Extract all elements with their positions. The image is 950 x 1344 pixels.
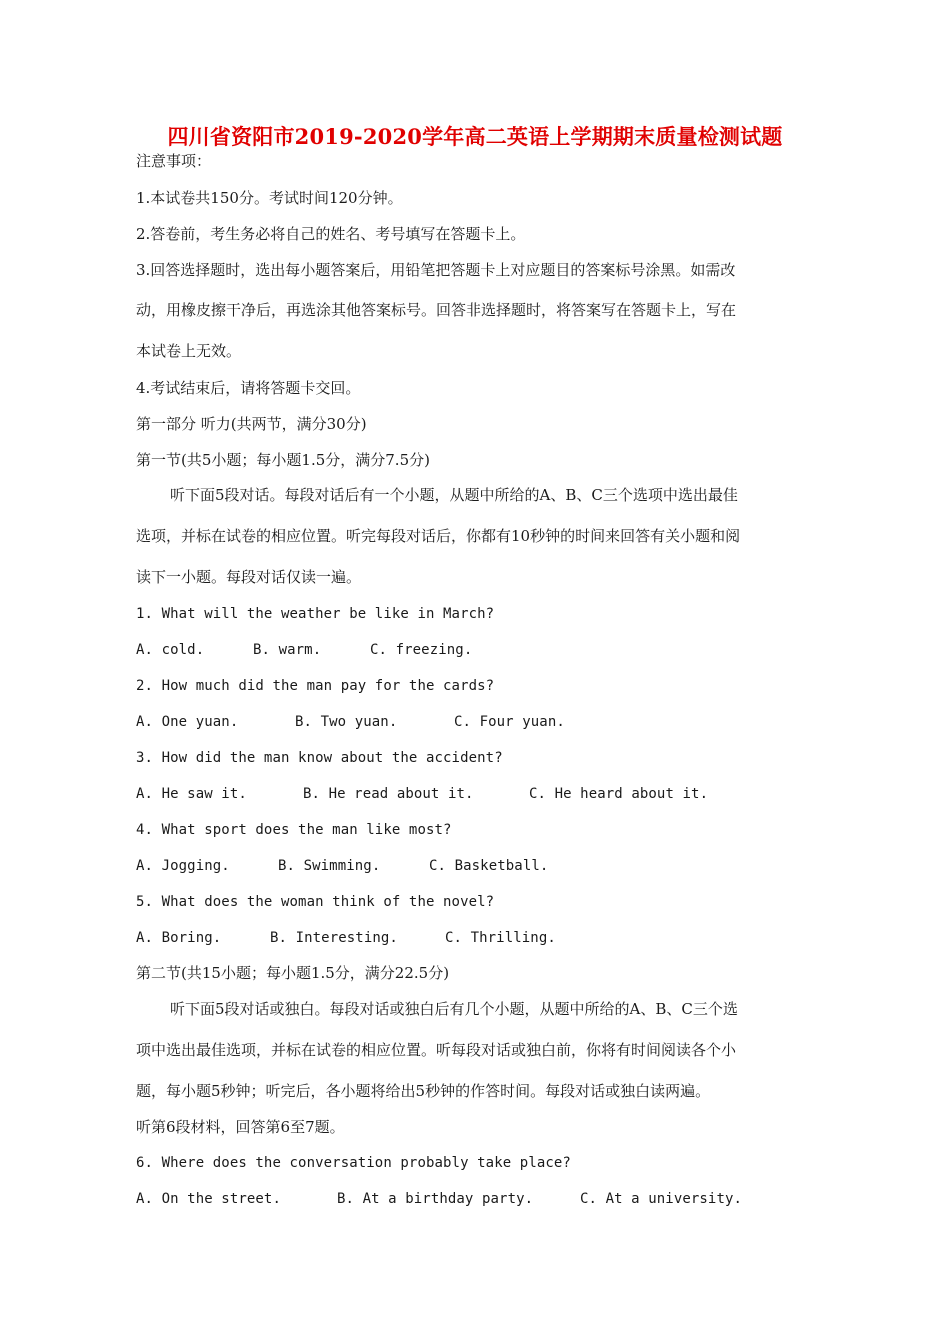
- option-a: A. Jogging.: [136, 858, 230, 874]
- notice-item: 2.答卷前，考生务必将自己的姓名、考号填写在答题卡上。: [136, 225, 526, 243]
- answer-options: [136, 710, 816, 734]
- option-b: B. warm.: [253, 642, 322, 658]
- option-c: C. Thrilling.: [445, 930, 556, 946]
- exam-title: 四川省资阳市2019-2020学年高二英语上学期期末质量检测试题: [167, 124, 783, 149]
- option-a: A. On the street.: [136, 1191, 281, 1207]
- option-b: B. He read about it.: [303, 786, 474, 802]
- question-text: 5. What does the woman think of the novel?: [136, 894, 495, 910]
- section-instructions: 选项，并标在试卷的相应位置。听完每段对话后，你都有10秒钟的时间来回答有关小题和阅: [136, 527, 741, 545]
- option-b: B. Two yuan.: [295, 714, 398, 730]
- notice-item: 4.考试结束后，请将答题卡交回。: [136, 379, 361, 397]
- answer-options: [136, 926, 816, 950]
- notice-item: 本试卷上无效。: [136, 342, 242, 360]
- question-text: 6. Where does the conversation probably take place?: [136, 1155, 571, 1171]
- section-instructions: 题，每小题5秒钟；听完后，各小题将给出5秒钟的作答时间。每段对话或独白读两遍。: [136, 1082, 711, 1100]
- answer-options: [136, 854, 816, 878]
- answer-options: [136, 1187, 816, 1211]
- question-text: 4. What sport does the man like most?: [136, 822, 452, 838]
- option-a: A. Boring.: [136, 930, 222, 946]
- section-heading: 第一节(共5小题；每小题1.5分，满分7.5分): [136, 451, 430, 469]
- section-instructions: 项中选出最佳选项，并标在试卷的相应位置。听每段对话或独白前，你将有时间阅读各个小: [136, 1041, 737, 1059]
- notice-heading: 注意事项：: [136, 152, 212, 170]
- section-instructions: 读下一小题。每段对话仅读一遍。: [136, 568, 362, 586]
- option-a: A. One yuan.: [136, 714, 239, 730]
- notice-item: 1.本试卷共150分。考试时间120分钟。: [136, 189, 403, 207]
- option-b: B. At a birthday party.: [337, 1191, 534, 1207]
- section-instructions: 听下面5段对话或独白。每段对话或独白后有几个小题，从题中所给的A、B、C三个选: [170, 1000, 738, 1018]
- question-text: 3. How did the man know about the accident?: [136, 750, 503, 766]
- notice-item: 3.回答选择题时，选出每小题答案后，用铅笔把答题卡上对应题目的答案标号涂黑。如需改: [136, 261, 736, 279]
- option-a: A. cold.: [136, 642, 205, 658]
- part-heading: 第一部分 听力(共两节，满分30分): [136, 415, 367, 433]
- option-a: A. He saw it.: [136, 786, 247, 802]
- answer-options: [136, 638, 816, 662]
- section-instructions: 听下面5段对话。每段对话后有一个小题，从题中所给的A、B、C三个选项中选出最佳: [170, 486, 738, 504]
- option-c: C. At a university.: [580, 1191, 743, 1207]
- answer-options: [136, 782, 816, 806]
- section-heading: 第二节(共15小题；每小题1.5分，满分22.5分): [136, 964, 450, 982]
- notice-item: 动，用橡皮擦干净后，再选涂其他答案标号。回答非选择题时，将答案写在答题卡上，写在: [136, 301, 737, 319]
- question-text: 1. What will the weather be like in March?: [136, 606, 495, 622]
- material-heading: 听第6段材料，回答第6至7题。: [136, 1118, 345, 1136]
- question-text: 2. How much did the man pay for the cards?: [136, 678, 495, 694]
- option-b: B. Swimming.: [278, 858, 381, 874]
- option-b: B. Interesting.: [270, 930, 398, 946]
- option-c: C. Four yuan.: [454, 714, 565, 730]
- option-c: C. Basketball.: [429, 858, 549, 874]
- option-c: C. freezing.: [370, 642, 473, 658]
- option-c: C. He heard about it.: [529, 786, 709, 802]
